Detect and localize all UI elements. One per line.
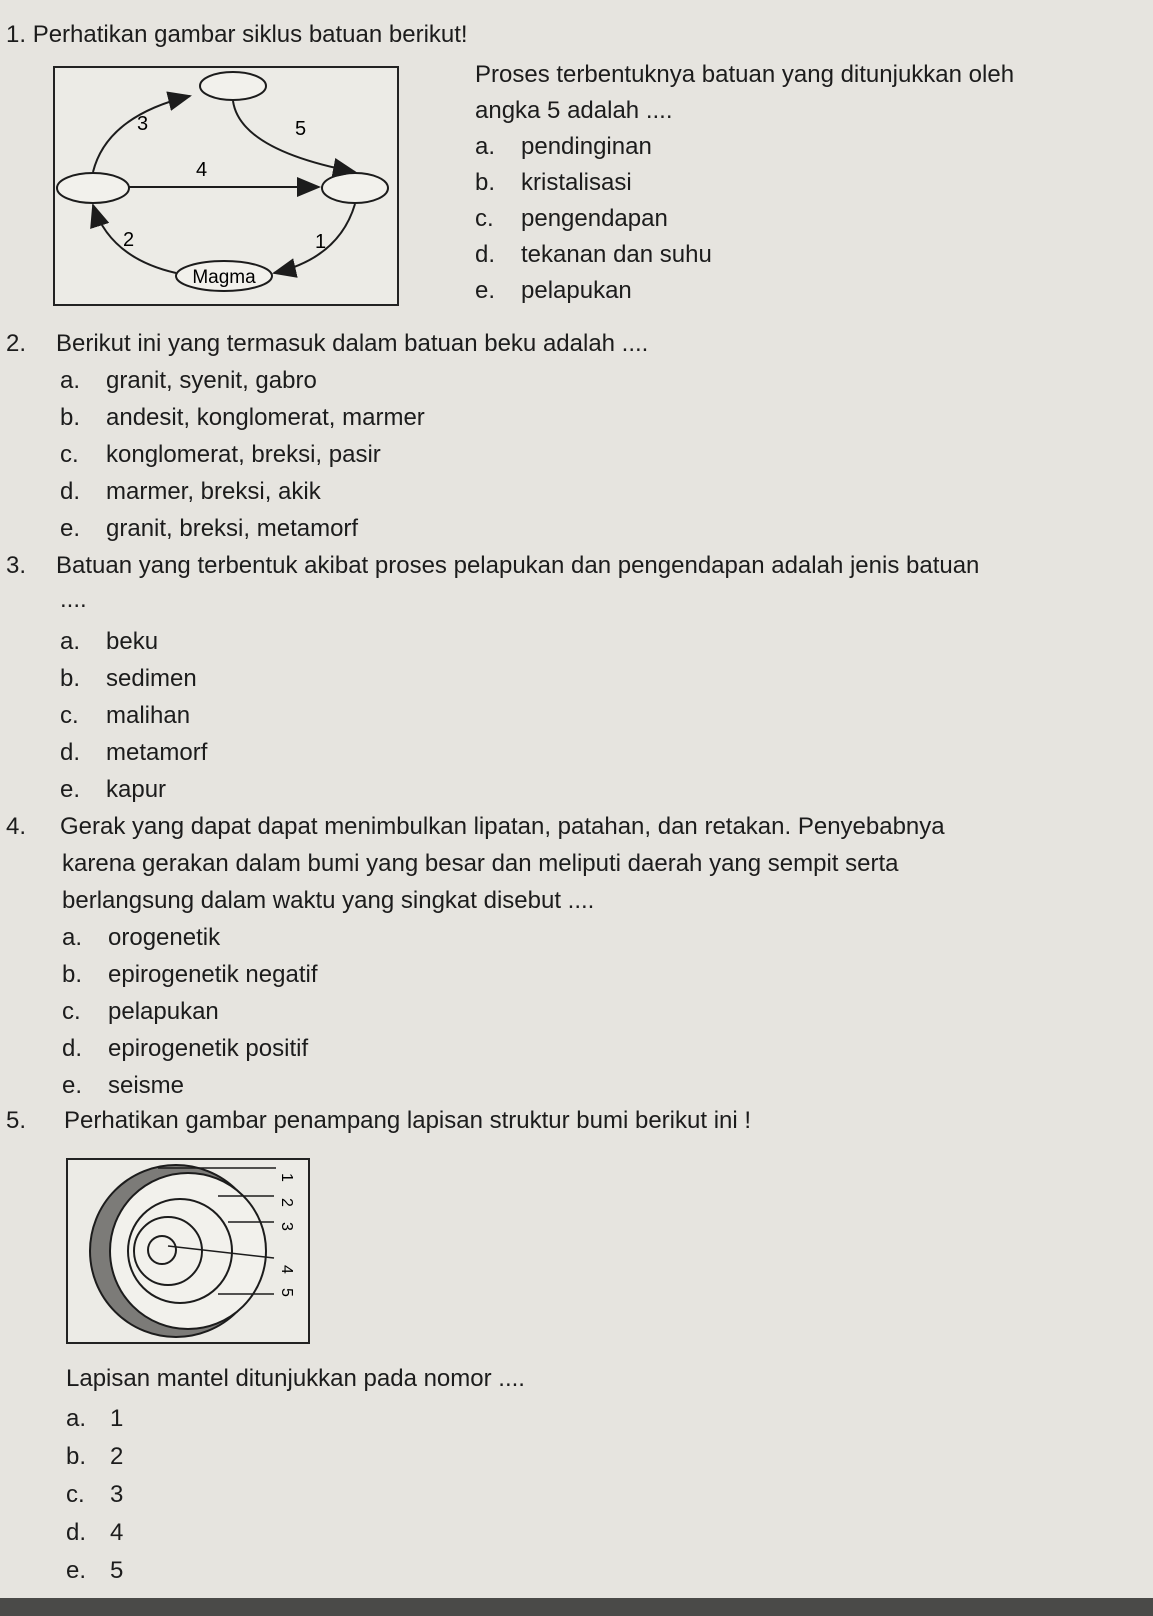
question-1-option-e[interactable]: [475, 276, 632, 306]
option-letter: b.: [60, 404, 81, 431]
rock-cycle-svg: [55, 68, 397, 304]
option-letter: c.: [62, 998, 81, 1025]
option-text: sedimen: [106, 665, 197, 692]
magma-label: Magma: [192, 267, 256, 288]
option-letter: d.: [60, 478, 81, 505]
question-2-option-d[interactable]: [60, 477, 321, 507]
option-text: pendinginan: [521, 133, 652, 160]
question-2-option-a[interactable]: [60, 366, 317, 396]
question-number: 5.: [6, 1107, 27, 1134]
question-5-option-c[interactable]: [66, 1480, 123, 1510]
option-letter: e.: [60, 776, 81, 803]
label-3: 3: [137, 113, 149, 135]
option-text: konglomerat, breksi, pasir: [106, 441, 381, 468]
question-1-prompt-line1: Proses terbentuknya batuan yang ditunjukkan oleh: [475, 61, 1015, 88]
label-5: 5: [278, 1288, 295, 1297]
option-letter: d.: [62, 1035, 83, 1062]
arrow-5: [233, 101, 355, 172]
question-4-stem-line2: karena gerakan dalam bumi yang besar dan meliputi daerah yang sempit serta: [62, 850, 899, 877]
option-letter: d.: [60, 739, 81, 766]
option-letter: a.: [475, 133, 496, 160]
question-4-option-e[interactable]: [62, 1071, 184, 1101]
option-letter: b.: [475, 169, 496, 196]
option-text: epirogenetik negatif: [108, 961, 318, 988]
option-text: pelapukan: [521, 277, 632, 304]
rock-cycle-diagram: [53, 66, 399, 306]
question-4-option-a[interactable]: [62, 923, 220, 953]
option-text: marmer, breksi, akik: [106, 478, 321, 505]
question-5-option-d[interactable]: [66, 1518, 123, 1548]
question-number: 4.: [6, 813, 27, 840]
question-2-option-c[interactable]: [60, 440, 381, 470]
stem-text: Gerak yang dapat dapat menimbulkan lipatan, patahan, dan retakan. Penyebabnya: [60, 813, 945, 840]
option-text: orogenetik: [108, 924, 221, 951]
question-1-option-d[interactable]: [475, 240, 712, 270]
label-4: 4: [278, 1265, 295, 1274]
question-2-option-b[interactable]: [60, 403, 425, 433]
question-4-stem-line1: [6, 812, 1086, 842]
option-text: epirogenetik positif: [108, 1035, 309, 1062]
question-1-prompt-line2: angka 5 adalah ....: [475, 97, 673, 124]
option-text: malihan: [106, 702, 191, 729]
label-2: 2: [123, 229, 135, 251]
question-3-option-b[interactable]: [60, 664, 197, 694]
option-letter: a.: [60, 367, 81, 394]
option-text: pengendapan: [521, 205, 668, 232]
question-3-option-c[interactable]: [60, 701, 190, 731]
option-letter: b.: [62, 961, 83, 988]
question-number: 1.: [6, 21, 27, 48]
layer-core: [148, 1236, 176, 1264]
question-4-option-d[interactable]: [62, 1034, 308, 1064]
question-1-option-c[interactable]: [475, 204, 668, 234]
option-letter: a.: [60, 628, 81, 655]
question-4-option-b[interactable]: [62, 960, 317, 990]
option-text: 3: [110, 1481, 124, 1508]
option-letter: d.: [475, 241, 496, 268]
option-text: 5: [110, 1557, 124, 1584]
earth-layers-diagram: [66, 1158, 310, 1344]
option-text: kristalisasi: [521, 169, 632, 196]
label-1: 1: [278, 1173, 295, 1182]
option-letter: e.: [60, 515, 81, 542]
option-letter: e.: [475, 277, 496, 304]
page-edge-shadow: [0, 1598, 1153, 1616]
question-4-option-c[interactable]: [62, 997, 219, 1027]
label-2: 2: [278, 1198, 295, 1207]
question-number: 2.: [6, 330, 27, 357]
question-5-option-e[interactable]: [66, 1556, 123, 1586]
question-1-option-b[interactable]: [475, 168, 632, 198]
label-5: 5: [295, 118, 307, 140]
option-text: seisme: [108, 1072, 185, 1099]
option-text: 2: [110, 1443, 124, 1470]
rock-node-top: [200, 72, 266, 100]
rock-node-right: [322, 173, 388, 203]
question-3-option-d[interactable]: [60, 738, 207, 768]
question-5-option-b[interactable]: [66, 1442, 123, 1472]
stem-text: Perhatikan gambar penampang lapisan struktur bumi berikut ini !: [64, 1107, 752, 1134]
option-letter: e.: [66, 1557, 87, 1584]
question-1-option-a[interactable]: [475, 132, 652, 162]
option-letter: e.: [62, 1072, 83, 1099]
question-3-option-a[interactable]: [60, 627, 158, 657]
label-4: 4: [196, 159, 208, 181]
stem-text: Berikut ini yang termasuk dalam batuan beku adalah ....: [56, 330, 649, 357]
option-letter: b.: [60, 665, 81, 692]
question-4-stem-line3: berlangsung dalam waktu yang singkat disebut ....: [62, 887, 595, 914]
stem-text: Batuan yang terbentuk akibat proses pelapukan dan pengendapan adalah jenis batuan: [56, 552, 980, 579]
option-text: beku: [106, 628, 159, 655]
option-text: granit, syenit, gabro: [106, 367, 317, 394]
option-letter: a.: [62, 924, 83, 951]
option-letter: c.: [60, 702, 79, 729]
option-letter: c.: [66, 1481, 85, 1508]
option-text: pelapukan: [108, 998, 219, 1025]
option-letter: d.: [66, 1519, 87, 1546]
earth-layers-svg: [68, 1160, 308, 1342]
option-text: 1: [110, 1405, 124, 1432]
question-2-stem: [6, 329, 648, 359]
question-number: 3.: [6, 552, 27, 579]
label-3: 3: [278, 1222, 295, 1231]
question-2-option-e[interactable]: [60, 514, 358, 544]
option-text: tekanan dan suhu: [521, 241, 712, 268]
question-1-stem: [6, 20, 468, 50]
arrow-2: [93, 205, 176, 273]
question-5-prompt: Lapisan mantel ditunjukkan pada nomor ....: [66, 1365, 525, 1392]
question-5-option-a[interactable]: [66, 1404, 123, 1434]
question-3-option-e[interactable]: [60, 775, 166, 805]
option-letter: c.: [60, 441, 79, 468]
option-text: kapur: [106, 776, 167, 803]
option-text: granit, breksi, metamorf: [106, 515, 359, 542]
option-letter: a.: [66, 1405, 87, 1432]
question-3-stem-continuation: ....: [60, 586, 87, 613]
option-text: 4: [110, 1519, 124, 1546]
question-5-stem: [6, 1106, 751, 1136]
option-letter: b.: [66, 1443, 87, 1470]
option-text: andesit, konglomerat, marmer: [106, 404, 425, 431]
rock-node-left: [57, 173, 129, 203]
option-text: metamorf: [106, 739, 208, 766]
stem-text: Perhatikan gambar siklus batuan berikut!: [32, 21, 468, 48]
question-3-stem: [6, 551, 979, 581]
label-1: 1: [315, 231, 327, 253]
option-letter: c.: [475, 205, 494, 232]
